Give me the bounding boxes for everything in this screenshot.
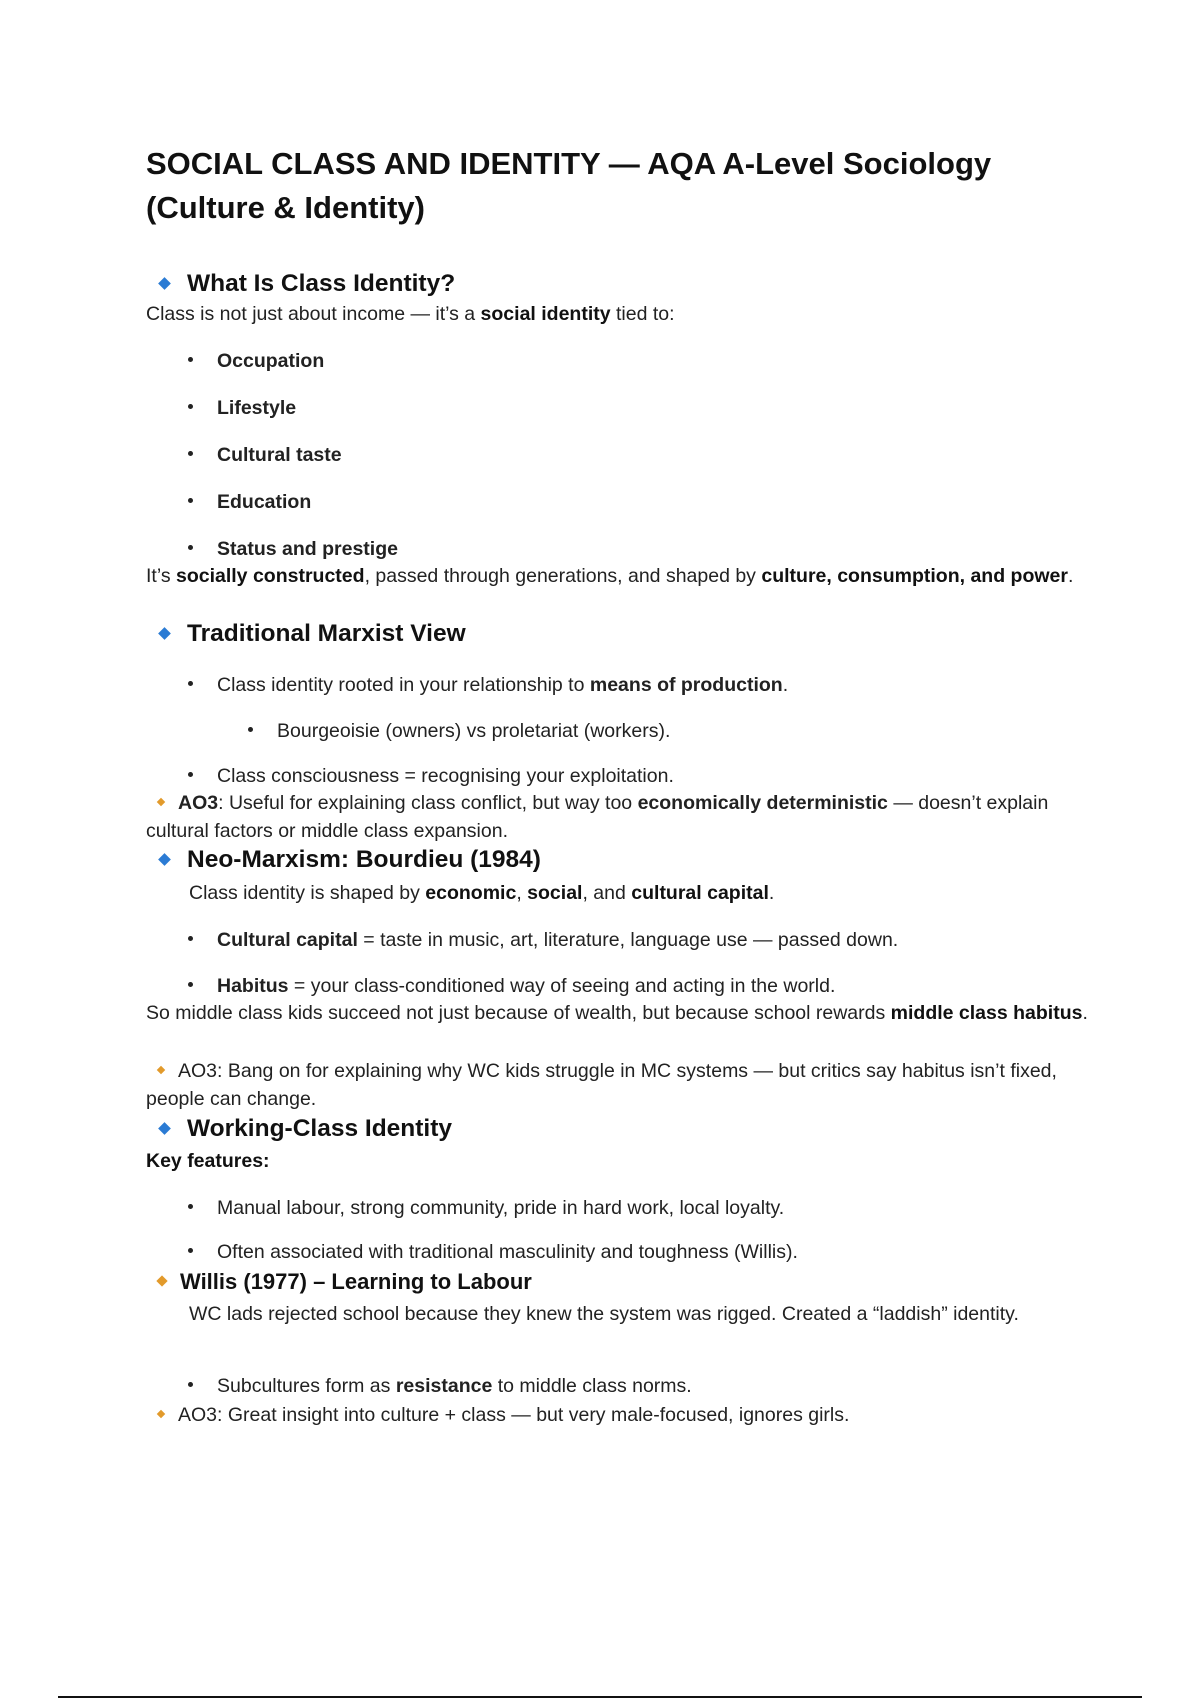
page-bottom-rule <box>58 1696 1142 1698</box>
bullet-icon <box>188 982 193 987</box>
list-item: Class consciousness = recognising your exploitation. <box>186 762 674 790</box>
list-item: Cultural capital = taste in music, art, literature, language use — passed down. <box>186 926 898 954</box>
list-item: Class identity rooted in your relationship to means of production. <box>186 671 788 699</box>
bullet-icon <box>188 498 193 503</box>
ao3-marxist: AO3: Useful for explaining class conflict, but way too economically deterministic — doesn’t explain cultural factors or middle class expansion. <box>146 792 1049 842</box>
list-item: Often associated with traditional masculinity and toughness (Willis). <box>186 1238 798 1266</box>
list-item: Occupation <box>186 347 324 375</box>
orange-diamond-icon <box>156 1276 167 1287</box>
bullet-icon <box>188 451 193 456</box>
bullet-icon <box>188 772 193 777</box>
list-item: Status and prestige <box>186 535 398 563</box>
key-features-label: Key features: <box>146 1150 270 1172</box>
list-item: Manual labour, strong community, pride in hard work, local loyalty. <box>186 1194 784 1222</box>
bullet-icon <box>188 936 193 941</box>
bullet-icon <box>248 727 253 732</box>
list-item: Cultural taste <box>186 441 342 469</box>
heading-bourdieu: Neo-Marxism: Bourdieu (1984) <box>156 844 541 876</box>
blue-diamond-icon <box>158 277 171 290</box>
bullet-icon <box>188 357 193 362</box>
bullet-icon <box>188 404 193 409</box>
ao3-bourdieu: AO3: Bang on for explaining why WC kids struggle in MC systems — but critics say habitus isn’t fixed, people can change. <box>146 1060 1057 1110</box>
list-item: Lifestyle <box>186 394 296 422</box>
blue-diamond-icon <box>158 1122 171 1135</box>
list-item: Bourgeoisie (owners) vs proletariat (workers). <box>246 717 670 745</box>
paragraph-socially-constructed: It’s socially constructed, passed through generations, and shaped by culture, consumption, and power. <box>146 565 1074 587</box>
blue-diamond-icon <box>158 853 171 866</box>
orange-diamond-icon <box>157 1066 165 1074</box>
blue-diamond-icon <box>158 627 171 640</box>
bullet-icon <box>188 1248 193 1253</box>
paragraph-class-intro: Class is not just about income — it’s a social identity tied to: <box>146 303 675 325</box>
bullet-icon <box>188 545 193 550</box>
list-item: Subcultures form as resistance to middle class norms. <box>186 1372 692 1400</box>
list-item: Habitus = your class-conditioned way of seeing and acting in the world. <box>186 972 835 1000</box>
bullet-icon <box>188 1204 193 1209</box>
paragraph-capital: Class identity is shaped by economic, social, and cultural capital. <box>189 882 775 904</box>
bullet-icon <box>188 681 193 686</box>
subheading-willis: Willis (1977) – Learning to Labour <box>156 1267 532 1297</box>
orange-diamond-icon <box>157 1410 165 1418</box>
orange-diamond-icon <box>157 798 165 806</box>
document-title: SOCIAL CLASS AND IDENTITY — AQA A-Level Sociology (Culture & Identity) <box>146 146 992 225</box>
paragraph-willis: WC lads rejected school because they knew the system was rigged. Created a “laddish” identity. <box>189 1303 1019 1325</box>
heading-working-class: Working-Class Identity <box>156 1113 452 1145</box>
bullet-icon <box>188 1382 193 1387</box>
heading-class-identity: What Is Class Identity? <box>156 268 455 300</box>
heading-marxist-view: Traditional Marxist View <box>156 618 466 650</box>
list-item: Education <box>186 488 311 516</box>
ao3-willis: AO3: Great insight into culture + class — but very male-focused, ignores girls. <box>146 1401 1096 1429</box>
paragraph-middle-class-habitus: So middle class kids succeed not just because of wealth, but because school rewards middle class habitus. <box>146 1002 1088 1024</box>
